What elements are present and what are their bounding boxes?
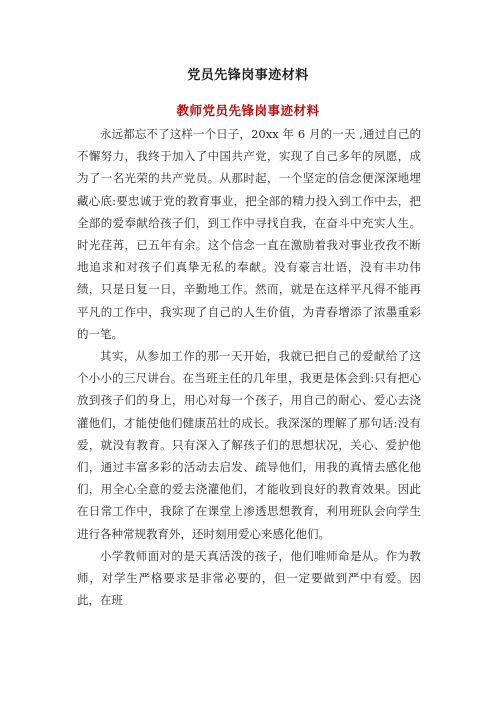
document-title: 党员先锋岗事迹材料 [187,68,309,83]
article-title: 教师党员先锋岗事迹材料 [176,103,320,118]
paragraph-2: 其实，从参加工作的那一天开始，我就已把自己的爱献给了这个小小的三尺讲台。在当班主任的几年里，我更是体会到:只有把心放到孩子们的身上，用心对每一个孩子，用自己的耐心、爱心去浇灌他们，才能使他们健康茁壮的成长。我深深的理解了那句话:没有爱，就没有教育。只有深入了解孩子们的思想状况，关心、爱护他们，通过丰富多彩的活动去启发、疏导他们，用我的真情去感化他们，用全心全意的爱去浇灌他们，才能收到良好的教育效果。因此在日常工作中，我除了在课堂上渗透思想教育，利用班队会向学生进行各种常规教育外，还时刻用爱心来感化他们。 [77,349,421,541]
paragraph-3: 小学教师面对的是天真活泼的孩子，他们唯师命是从。作为教师，对学生严格要求是非常必要的，但一定要做到严中有爱。因此，在班 [77,548,421,608]
article-body [77,123,421,611]
paragraph-1: 永远都忘不了这样一个日子，20xx 年 6 月的一天 ,通过自己的不懈努力，我终于加入了中国共产党，实现了自己多年的夙愿，成为了一名光荣的共产党员。从那时起，一个坚定的信念便深深地埋藏心底:要忠诚于党的教育事业，把全部的精力投入到工作中去，把全部的爱奉献给孩子们，到工作中寻找自我，在奋斗中充实人生。时光荏苒，已五年有余。这个信念一直在激励着我对事业孜孜不断地追求和对孩子们真挚无私的奉献。没有豪言壮语，没有丰功伟绩，只是日复一日，辛勤地工作。然而，就是在这样平凡得不能再平凡的工作中，我实现了自己的人生价值，为青春增添了浓墨重彩的一笔。 [77,127,421,341]
